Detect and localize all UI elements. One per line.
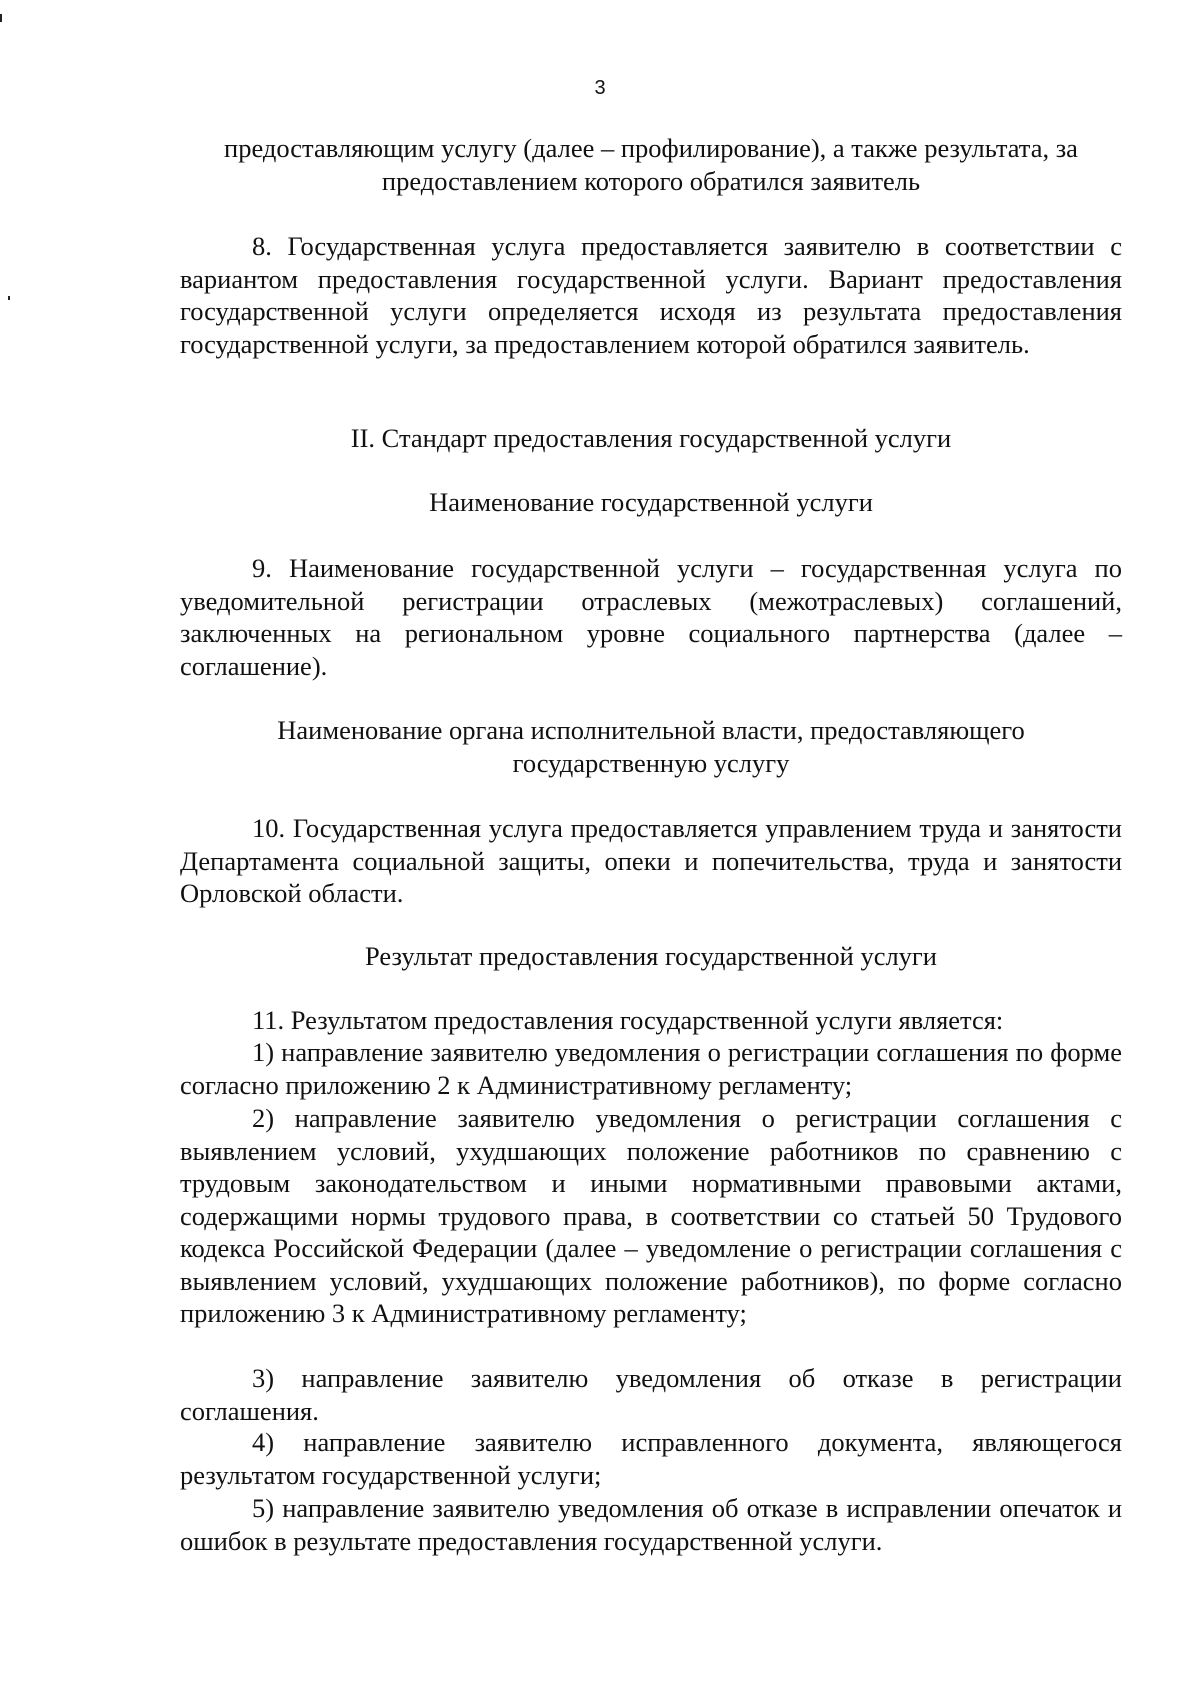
- intro-line-1: предоставляющим услугу (далее – профилирование), а также результата, за: [224, 133, 1078, 163]
- paragraph-11: 11. Результатом предоставления государственной услуги является:: [252, 1005, 1004, 1035]
- list-item-3: 3) направление заявителю уведомления об отказе в регистрации соглашения.: [180, 1363, 1122, 1426]
- intro-line-2: предоставлением которого обратился заявитель: [381, 165, 921, 196]
- list-item-4: 4) направление заявителю исправленного документа, являющегося результатом государственной услуги;: [180, 1427, 1122, 1490]
- heading-authority-line-2: государственную услугу: [512, 747, 790, 778]
- paragraph-9: 9. Наименование государственной услуги – государственная услуга по уведомительной регистрации отраслевых (межотраслевых) соглашений, заключенных на региональном уровне социального партнерства (далее – соглашение).: [180, 553, 1122, 681]
- heading-service-name: Наименование государственной услуги: [429, 487, 873, 517]
- list-item-2: 2) направление заявителю уведомления о регистрации соглашения с выявлением условий, ухудшающих положение работников по сравнению с трудовым законодательством и иными нормативными правовыми актами, содержащими нормы трудового права, в соответствии со статьей 50 Трудового кодекса Российской Федерации (далее – уведомление о регистрации соглашения с выявлением условий, ухудшающих положение работников), по форме согласно приложению 3 к Административному регламенту;: [180, 1103, 1122, 1328]
- heading-authority-line-1: Наименование органа исполнительной власти, предоставляющего: [277, 715, 1025, 745]
- scan-artifact: [0, 14, 2, 22]
- section-title: II. Стандарт предоставления государственной услуги: [350, 423, 952, 453]
- intro-continuation: [180, 132, 1122, 197]
- list-item-1: 1) направление заявителю уведомления о регистрации соглашения по форме согласно приложению 2 к Административному регламенту;: [180, 1037, 1122, 1100]
- paragraph-10: 10. Государственная услуга предоставляется управлением труда и занятости Департамента социальной защиты, опеки и попечительства, труда и занятости Орловской области.: [180, 813, 1122, 908]
- heading-authority: [180, 714, 1122, 779]
- heading-result: Результат предоставления государственной услуги: [365, 941, 937, 971]
- paragraph-8: 8. Государственная услуга предоставляется заявителю в соответствии с вариантом предоставления государственной услуги. Вариант предоставления государственной услуги определяется исходя из результата предоставления государственной услуги, за предоставлением которой обратился заявитель.: [180, 231, 1122, 359]
- page-number: 3: [594, 77, 606, 99]
- scan-artifact: [8, 296, 10, 300]
- list-item-5: 5) направление заявителю уведомления об отказе в исправлении опечаток и ошибок в результате предоставления государственной услуги.: [180, 1493, 1122, 1556]
